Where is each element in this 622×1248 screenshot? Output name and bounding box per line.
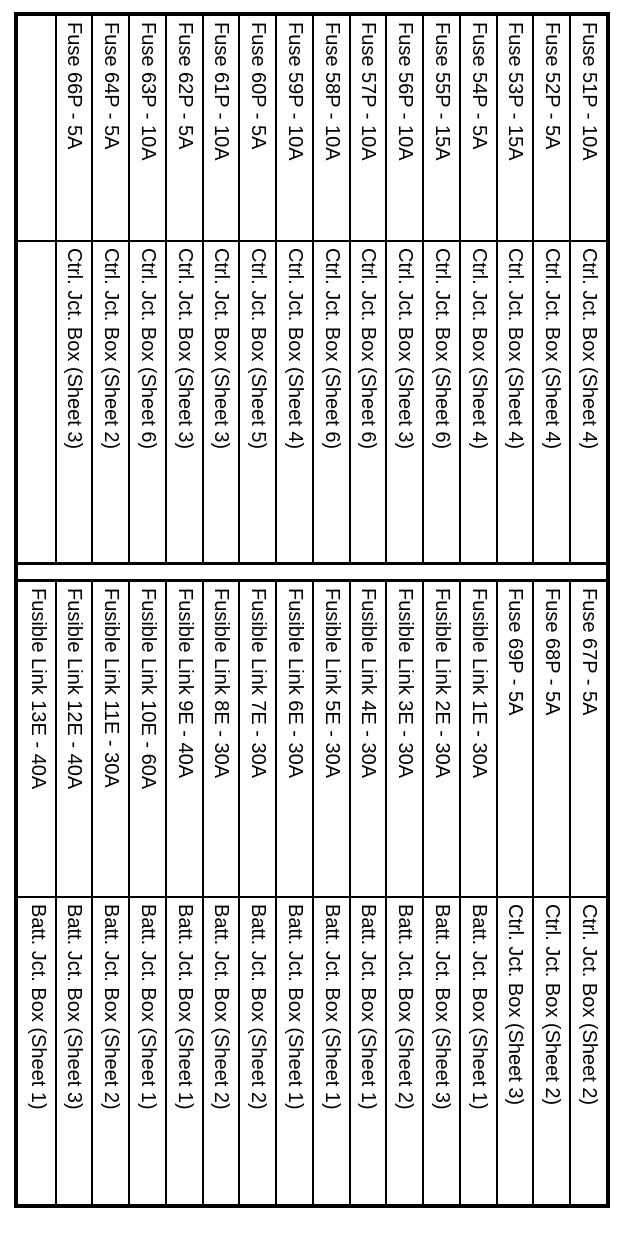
fuse-item-cell: Fuse 60P - 5A [241, 16, 276, 242]
location-cell: Ctrl. Jct. Box (Sheet 2) [578, 904, 600, 1106]
location-cell: Batt. Jct. Box (Sheet 1) [357, 904, 380, 1110]
fuse-item-cell: Fuse 51P - 10A [571, 16, 606, 242]
table-row [496, 16, 533, 562]
fuse-item-cell: Fuse 66P - 5A [57, 16, 92, 242]
fuse-item-cell: Fusible Link 3E - 30A [388, 582, 423, 898]
table-row [533, 16, 570, 562]
table-row [386, 16, 423, 562]
fuse-item-cell [18, 16, 55, 242]
location-cell: Batt. Jct. Box (Sheet 1) [320, 904, 343, 1110]
fuse-item-cell: Fuse 53P - 15A [498, 16, 533, 242]
fuse-item-cell: Fuse 58P - 10A [314, 16, 349, 242]
table-row [55, 582, 92, 1204]
location-cell: Ctrl. Jct. Box (Sheet 2) [541, 904, 564, 1106]
location-cell: Batt. Jct. Box (Sheet 2) [100, 904, 123, 1110]
fuse-item-cell: Fusible Link 9E - 40A [167, 582, 202, 898]
location-cell: Ctrl. Jct. Box (Sheet 5) [247, 248, 270, 450]
table-row [55, 16, 92, 562]
location-cell: Ctrl. Jct. Box (Sheet 6) [320, 248, 343, 450]
location-cell: Batt. Jct. Box (Sheet 3) [63, 904, 86, 1110]
center-divider [18, 562, 606, 582]
fuse-item-cell: Fuse 69P - 5A [498, 582, 533, 898]
table-row [165, 582, 202, 1204]
fuse-item-cell: Fuse 67P - 5A [571, 582, 606, 898]
location-cell: Ctrl. Jct. Box (Sheet 4) [504, 248, 527, 450]
table-row [128, 582, 165, 1204]
location-cell: Batt. Jct. Box (Sheet 1) [284, 904, 306, 1110]
fuse-item-cell: Fuse 61P - 10A [204, 16, 239, 242]
fuse-item-cell: Fusible Link 1E - 30A [461, 582, 496, 898]
fuse-location-table [14, 12, 610, 1208]
fuse-item-cell: Fusible Link 12E - 40A [57, 582, 92, 898]
table-row [496, 582, 533, 1204]
table-row [275, 16, 312, 562]
table-row [533, 582, 570, 1204]
table-row [459, 582, 496, 1204]
table-row [312, 582, 349, 1204]
location-cell: Batt. Jct. Box (Sheet 1) [137, 904, 159, 1110]
fuse-item-cell: Fusible Link 10E - 60A [130, 582, 165, 898]
fuse-item-cell: Fuse 68P - 5A [535, 582, 570, 898]
table-row [165, 16, 202, 562]
fuse-item-cell: Fuse 55P - 15A [424, 16, 459, 242]
fuse-item-cell: Fuse 54P - 5A [461, 16, 496, 242]
location-cell: Ctrl. Jct. Box (Sheet 2) [100, 248, 123, 450]
fuse-item-cell: Fusible Link 2E - 30A [424, 582, 459, 898]
location-cell: Batt. Jct. Box (Sheet 1) [26, 904, 49, 1110]
location-cell: Ctrl. Jct. Box (Sheet 3) [210, 248, 233, 450]
table-row [312, 16, 349, 562]
table-row [569, 582, 606, 1204]
location-cell: Ctrl. Jct. Box (Sheet 3) [173, 248, 196, 450]
location-cell: Ctrl. Jct. Box (Sheet 4) [541, 248, 564, 450]
table-row [422, 16, 459, 562]
table-row [275, 582, 312, 1204]
location-cell: Batt. Jct. Box (Sheet 2) [210, 904, 233, 1110]
table-row [459, 16, 496, 562]
fuse-item-cell: Fuse 62P - 5A [167, 16, 202, 242]
location-cell: Batt. Jct. Box (Sheet 3) [431, 904, 453, 1110]
location-cell [18, 242, 55, 562]
location-cell: Ctrl. Jct. Box (Sheet 3) [504, 904, 527, 1106]
fuse-item-cell: Fuse 59P - 10A [277, 16, 312, 242]
location-cell: Ctrl. Jct. Box (Sheet 6) [431, 248, 453, 450]
fuse-item-cell: Fusible Link 5E - 30A [314, 582, 349, 898]
fuse-item-cell: Fuse 57P - 10A [351, 16, 386, 242]
location-cell: Batt. Jct. Box (Sheet 2) [394, 904, 417, 1110]
fuse-item-cell: Fusible Link 8E - 30A [204, 582, 239, 898]
table-row [202, 16, 239, 562]
fuse-item-cell: Fusible Link 6E - 30A [277, 582, 312, 898]
table-row [128, 16, 165, 562]
location-cell: Batt. Jct. Box (Sheet 1) [173, 904, 196, 1110]
location-cell: Ctrl. Jct. Box (Sheet 4) [284, 248, 306, 450]
table-row [239, 582, 276, 1204]
table-row [239, 16, 276, 562]
table-row [386, 582, 423, 1204]
table-row [18, 582, 55, 1204]
fuse-item-cell: Fuse 52P - 5A [535, 16, 570, 242]
location-cell: Ctrl. Jct. Box (Sheet 3) [63, 248, 86, 450]
table-row [92, 582, 129, 1204]
fuse-item-cell: Fusible Link 13E - 40A [18, 582, 55, 898]
location-cell: Ctrl. Jct. Box (Sheet 6) [357, 248, 380, 450]
table-row [18, 16, 55, 562]
fuse-item-cell: Fusible Link 7E - 30A [241, 582, 276, 898]
fuse-item-cell: Fuse 63P - 10A [130, 16, 165, 242]
table-row [92, 16, 129, 562]
table-row [202, 582, 239, 1204]
location-cell: Batt. Jct. Box (Sheet 1) [467, 904, 490, 1110]
location-cell: Ctrl. Jct. Box (Sheet 4) [467, 248, 490, 450]
fuse-item-cell: Fusible Link 11E - 30A [94, 582, 129, 898]
location-cell: Ctrl. Jct. Box (Sheet 6) [137, 248, 159, 450]
right-table-half [18, 582, 606, 1204]
fuse-item-cell: Fusible Link 4E - 30A [351, 582, 386, 898]
table-row [569, 16, 606, 562]
table-row [349, 582, 386, 1204]
fuse-item-cell: Fuse 64P - 5A [94, 16, 129, 242]
location-cell: Ctrl. Jct. Box (Sheet 3) [394, 248, 417, 450]
fuse-item-cell: Fuse 56P - 10A [388, 16, 423, 242]
table-row [349, 16, 386, 562]
table-row [422, 582, 459, 1204]
location-cell: Ctrl. Jct. Box (Sheet 4) [578, 248, 600, 450]
location-cell: Batt. Jct. Box (Sheet 2) [247, 904, 270, 1110]
left-table-half [18, 16, 606, 562]
